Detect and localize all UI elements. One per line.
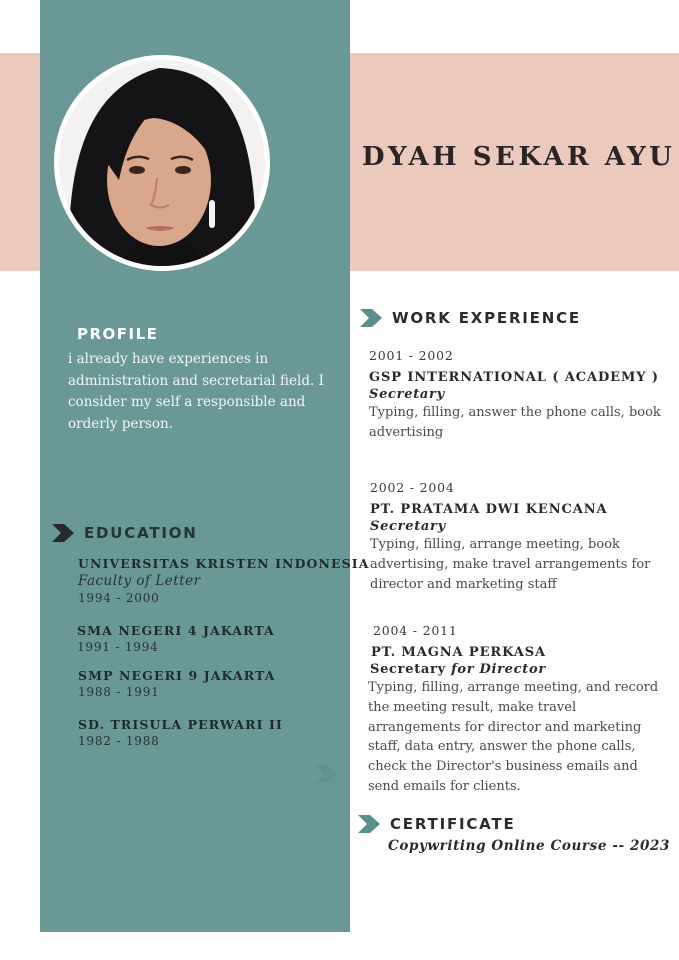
certificate-heading [358, 815, 516, 833]
education-years: 1994 - 2000 [78, 591, 160, 605]
job-company: PT. PRATAMA DWI KENCANA [370, 502, 608, 517]
school-name: SMA NEGERI 4 JAKARTA [77, 623, 275, 638]
decorative-chevron-icon [315, 765, 337, 783]
profile-photo [59, 60, 265, 266]
job-role-title: Secretary [370, 662, 452, 677]
candidate-name: DYAH SEKAR AYU [362, 142, 676, 172]
education-years: 1991 - 1994 [77, 640, 159, 654]
chevron-right-icon [360, 309, 382, 327]
profile-photo-frame [54, 55, 270, 271]
profile-heading: PROFILE [77, 325, 159, 343]
job-entry [368, 623, 668, 797]
job-role-qualifier: for Director [451, 662, 546, 677]
faculty-name: Faculty of Letter [78, 573, 201, 589]
school-name: SMP NEGERI 9 JAKARTA [78, 668, 276, 683]
job-entry [370, 480, 670, 594]
certificate-heading-label: CERTIFICATE [390, 815, 516, 833]
profile-summary: i already have experiences in administration and secretarial field. I consider my self a responsible and orderly person. [68, 351, 324, 432]
job-company: GSP INTERNATIONAL ( ACADEMY ) [369, 370, 659, 385]
job-description: Typing, filling, answer the phone calls, book advertising [369, 405, 661, 440]
school-name: UNIVERSITAS KRISTEN INDONESIA [78, 556, 370, 571]
education-heading-label: EDUCATION [84, 524, 198, 542]
work-experience-heading-label: WORK EXPERIENCE [392, 309, 581, 327]
job-years: 2001 - 2002 [369, 348, 454, 363]
job-entry [369, 348, 669, 443]
education-heading [52, 524, 198, 542]
education-item [78, 668, 276, 699]
education-item [77, 623, 275, 654]
work-experience-heading [360, 309, 581, 327]
job-role [368, 662, 668, 677]
education-item [78, 717, 283, 748]
job-years: 2002 - 2004 [370, 480, 455, 495]
portrait-image [59, 60, 265, 266]
job-role: Secretary [370, 519, 446, 534]
chevron-right-icon [358, 815, 380, 833]
education-item [78, 556, 370, 605]
job-company: PT. MAGNA PERKASA [371, 645, 547, 660]
job-years: 2004 - 2011 [373, 623, 458, 638]
chevron-right-icon [52, 524, 74, 542]
job-description: Typing, filling, arrange meeting, and record the meeting result, make travel arrangements for director and marketing staff, data entry, answer the phone calls, check the Director's business emails and send emails for clients. [368, 680, 659, 794]
education-years: 1982 - 1988 [78, 734, 160, 748]
job-description: Typing, filling, arrange meeting, book advertising, make travel arrangements for director and marketing staff [370, 537, 651, 592]
certificate-item: Copywriting Online Course -- 2023 [388, 838, 670, 854]
job-role: Secretary [369, 387, 445, 402]
education-years: 1988 - 1991 [78, 685, 160, 699]
school-name: SD. TRISULA PERWARI II [78, 717, 283, 732]
